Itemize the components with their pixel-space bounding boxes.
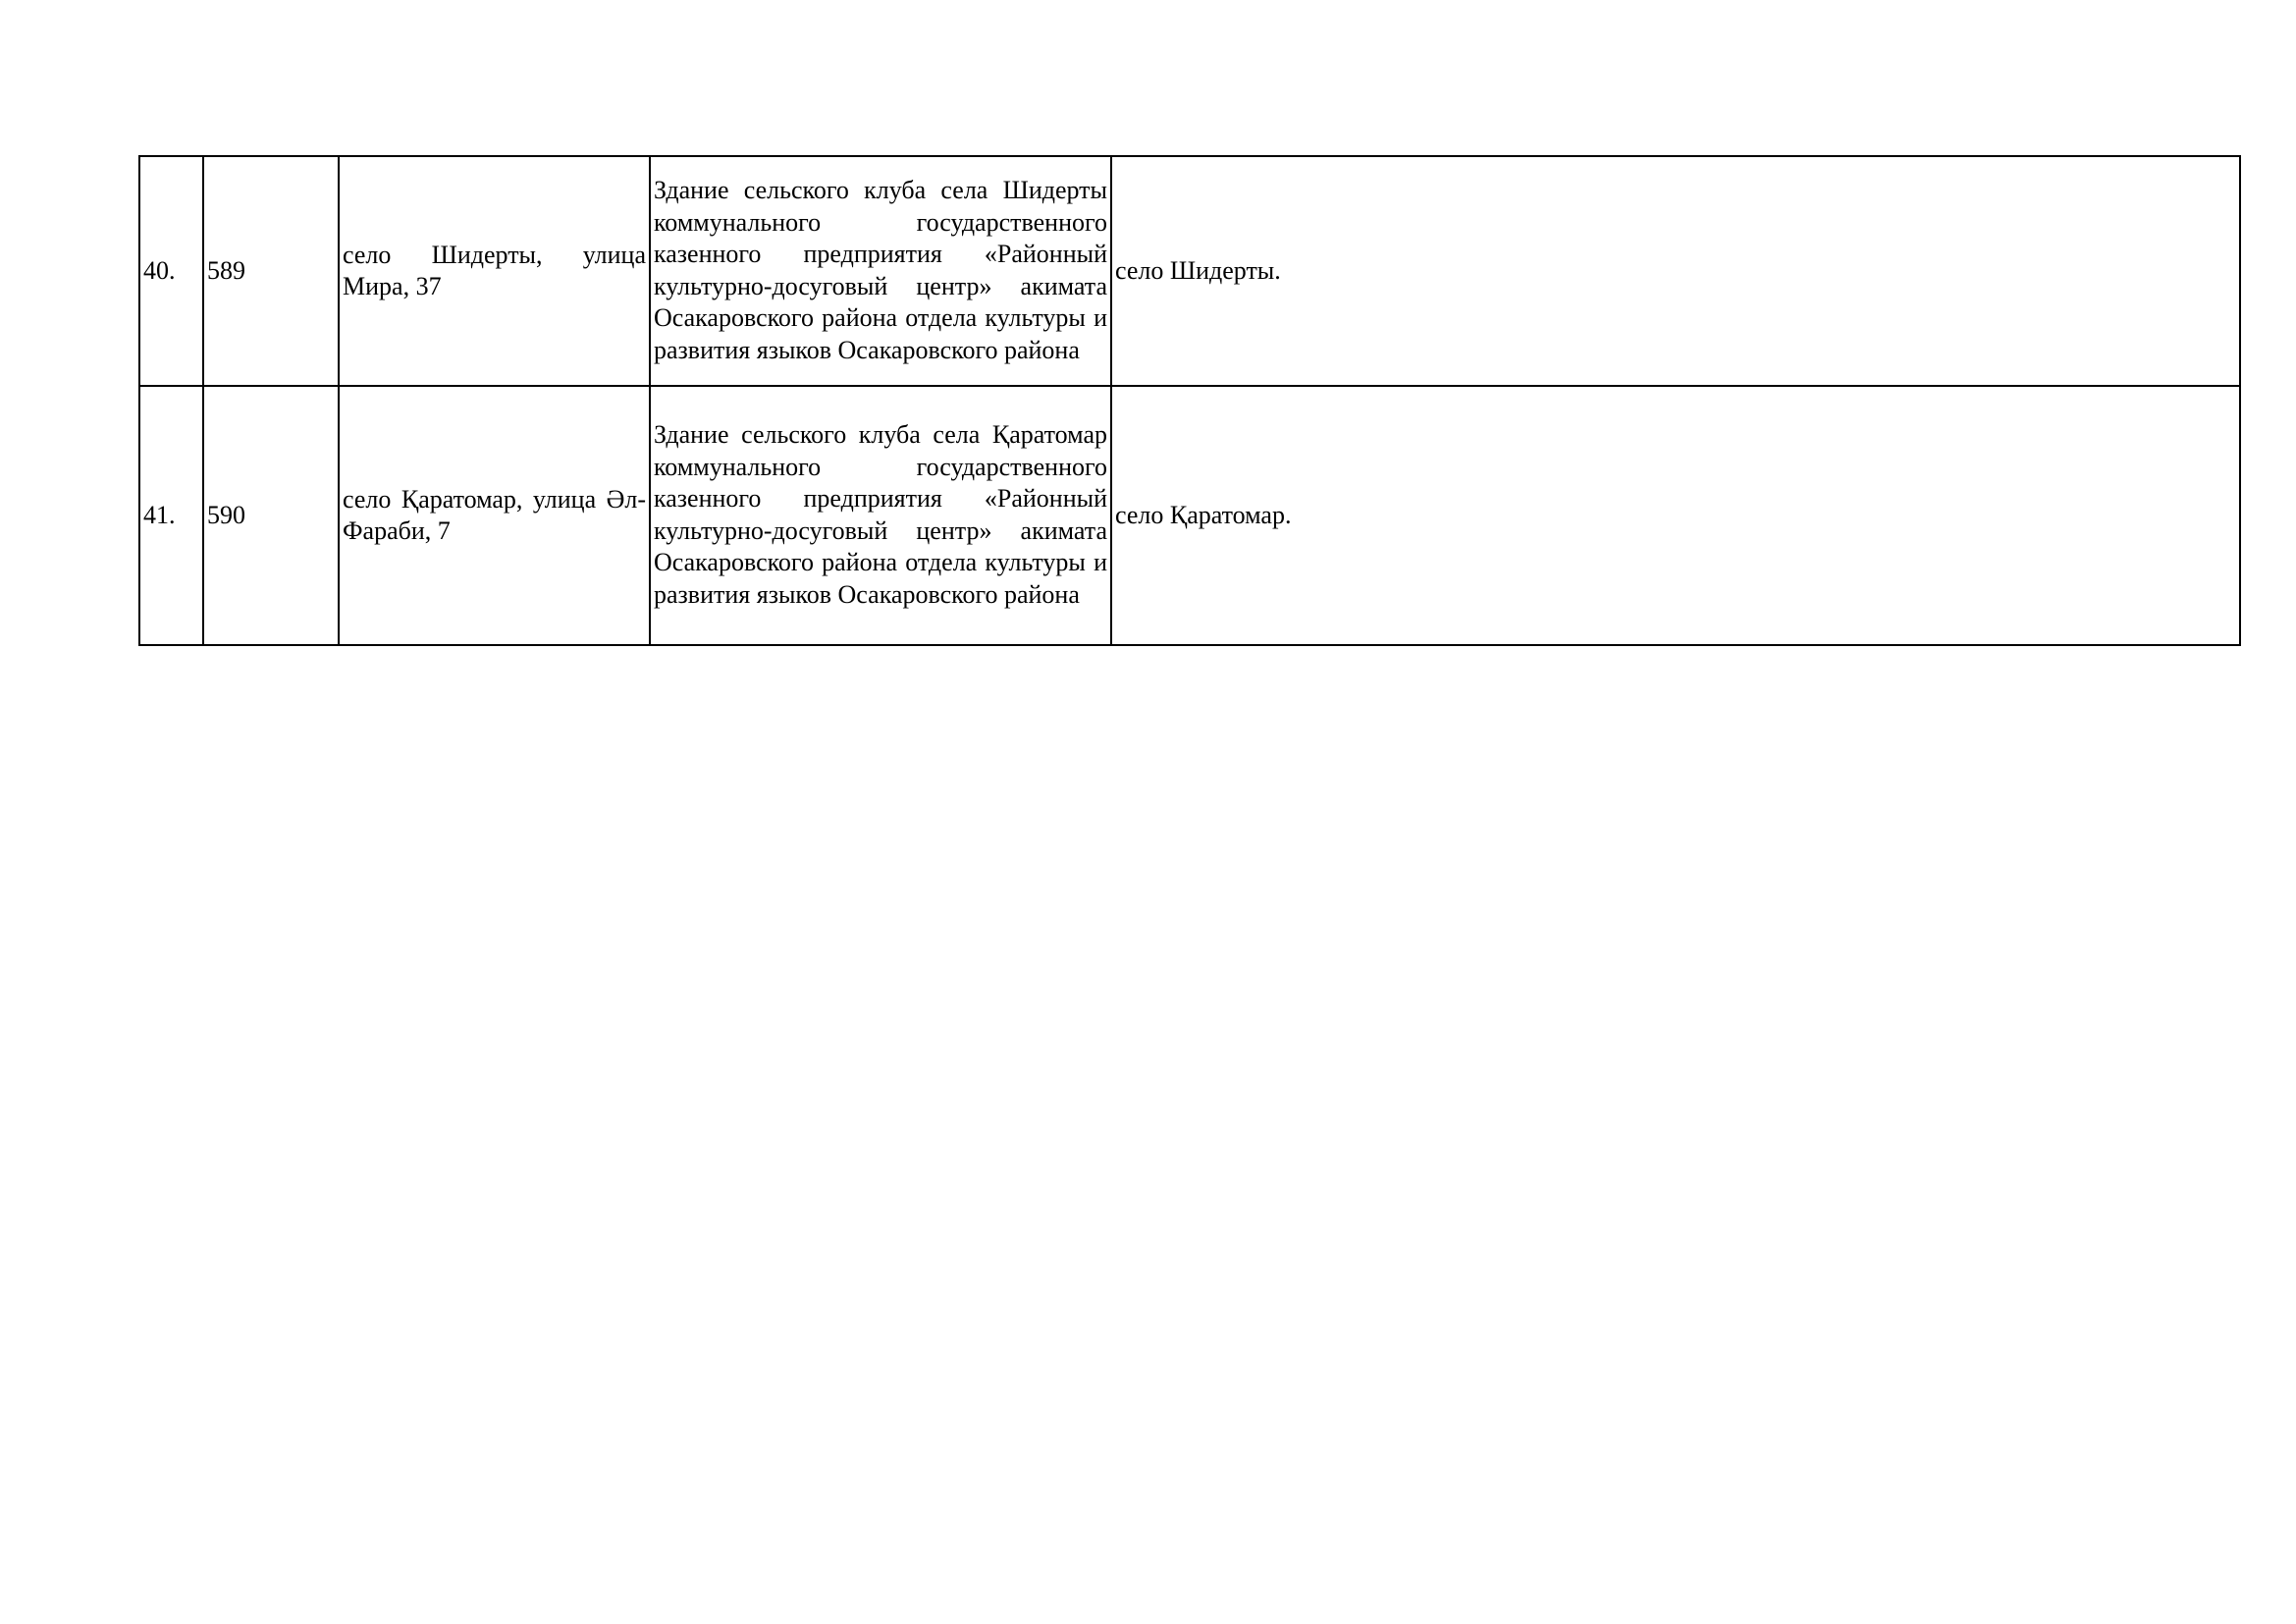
row-number: 40.	[139, 156, 203, 386]
station-building-description: Здание сельского клуба села Қаратомар коммунального государственного казенного предприятия «Районный культурно-досуговый центр» акимата Осакаровского района отдела культуры и развития языков Осакаровского района	[650, 386, 1111, 645]
table-row	[139, 156, 2240, 386]
station-code: 589	[203, 156, 339, 386]
station-address: село Қаратомар, улица Әл-Фараби, 7	[339, 386, 650, 645]
station-address: село Шидерты, улица Мира, 37	[339, 156, 650, 386]
station-code: 590	[203, 386, 339, 645]
station-building-description: Здание сельского клуба села Шидерты коммунального государственного казенного предприятия «Районный культурно-досуговый центр» акимата Осакаровского района отдела культуры и развития языков Осакаровского района	[650, 156, 1111, 386]
station-boundary: село Шидерты.	[1111, 156, 2240, 386]
table-row	[139, 386, 2240, 645]
polling-stations-table	[138, 155, 2241, 646]
station-boundary: село Қаратомар.	[1111, 386, 2240, 645]
row-number: 41.	[139, 386, 203, 645]
